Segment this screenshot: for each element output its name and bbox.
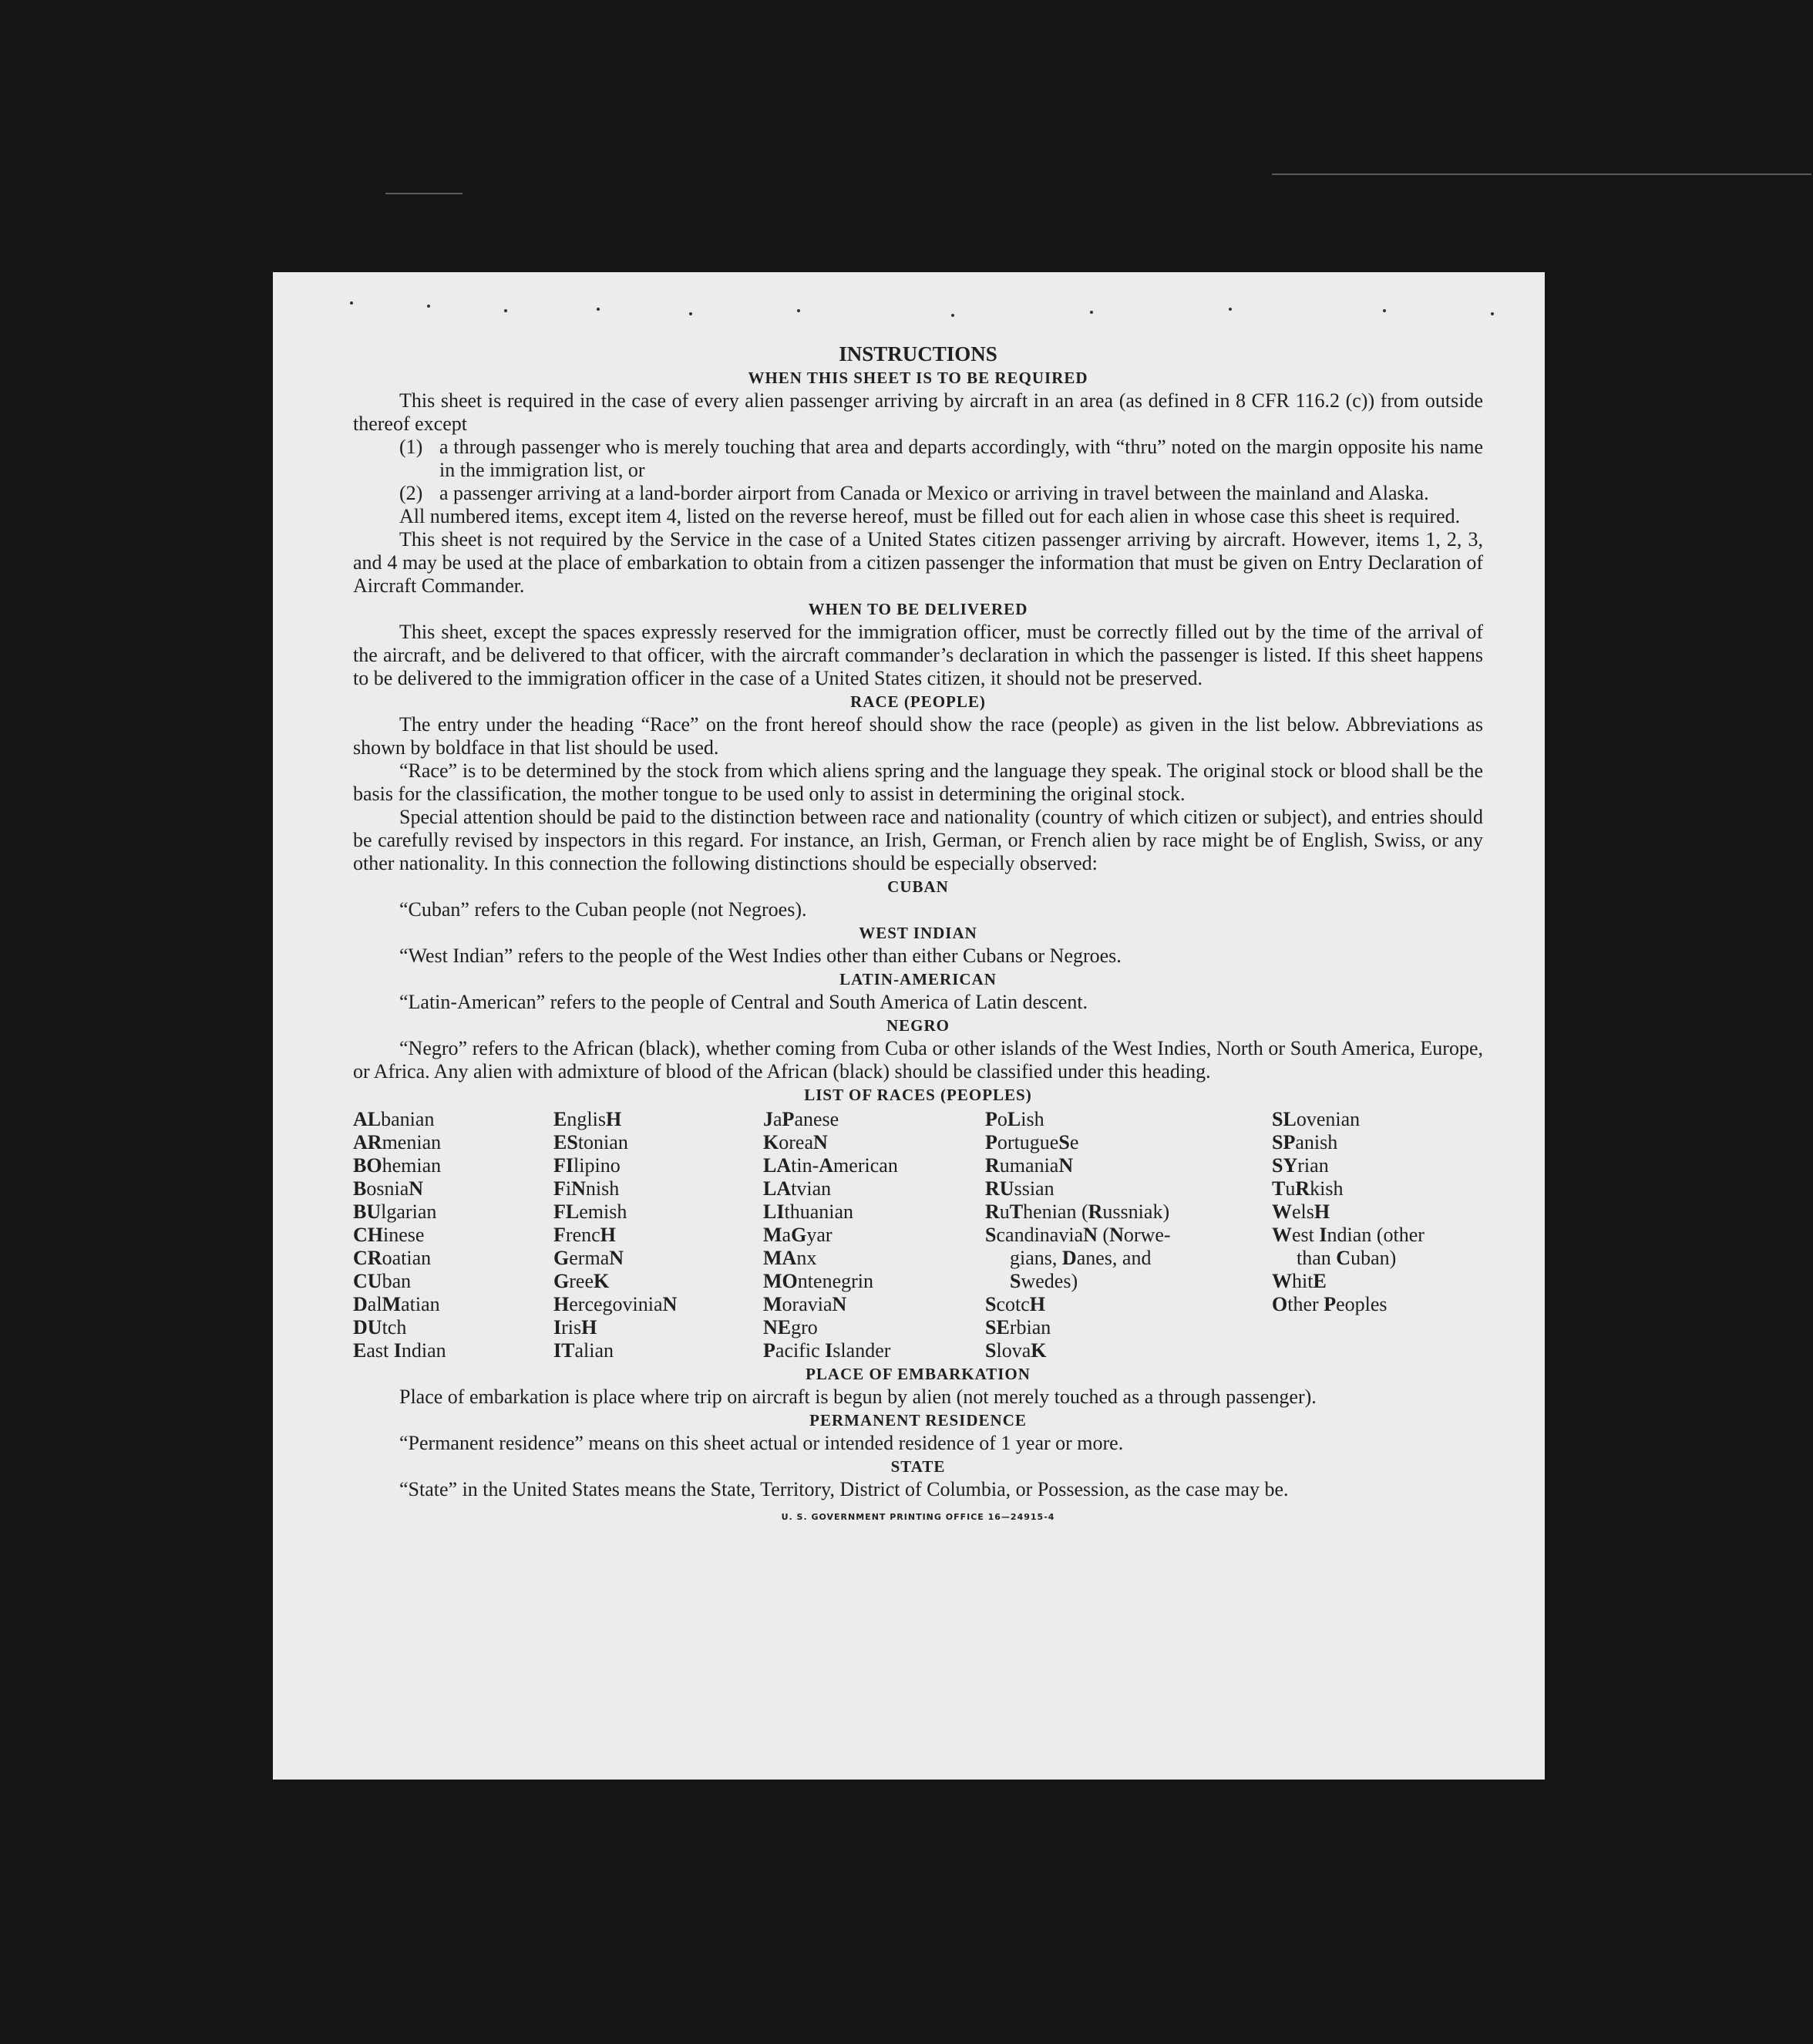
race-item: FiNnish <box>553 1177 620 1200</box>
race-item: MoraviaN <box>763 1293 847 1315</box>
race-item: DalMatian <box>353 1293 440 1315</box>
race-column <box>1272 1108 1472 1362</box>
race-item: CHinese <box>353 1224 425 1246</box>
instruction-sheet <box>273 272 1545 1780</box>
race-item: WhitE <box>1272 1270 1327 1292</box>
west-indian-text: “West Indian” refers to the people of the West Indies other than either Cubans or Negroes. <box>399 945 1122 967</box>
cuban-text: “Cuban” refers to the Cuban people (not Negroes). <box>399 898 807 921</box>
race-para2: “Race” is to be determined by the stock from which aliens spring and the language they speak. The original stock or blood shall be the basis for the classification, the mother tongue to be used only to assist in determining the original stock. <box>353 759 1483 805</box>
race-item: Pacific Islander <box>763 1339 891 1362</box>
race-item: PoLish <box>985 1108 1044 1130</box>
embarkation-text: Place of embarkation is place where trip on aircraft is begun by alien (not merely touched as a through passenger). <box>399 1386 1317 1408</box>
when-required-para2: All numbered items, except item 4, listed on the reverse hereof, must be filled out for each alien in whose case this sheet is required. <box>399 505 1461 527</box>
race-item: GermaN <box>553 1247 624 1269</box>
race-item: MAnx <box>763 1247 817 1269</box>
race-item: RuThenian (Russniak) <box>985 1200 1170 1223</box>
when-delivered-text: This sheet, except the spaces expressly reserved for the immigration officer, must be correctly filled out by the time of the arrival of the aircraft, and be delivered to that officer, with the aircraft commander’s declaration in which the passenger is listed. If this sheet happens to be delivered to the immigration officer in the case of a United States citizen, it should not be preserved. <box>353 621 1483 689</box>
race-item: BOhemian <box>353 1154 442 1177</box>
exception-item <box>353 482 1483 505</box>
race-item: RUssian <box>985 1177 1054 1200</box>
race-para3: Special attention should be paid to the distinction between race and nationality (country of which citizen or subject), and entries should be carefully revised by inspectors in this regard. For instance, an Irish, German, or French alien by race might be of English, Swiss, or any other nationality. In this connection the following distinctions should be especially observed: <box>353 806 1483 874</box>
race-para1: The entry under the heading “Race” on the front hereof should show the race (people) as given in the list below. Abbreviations as shown by boldface in that list should be used. <box>353 713 1483 759</box>
item-text: a passenger arriving at a land-border airport from Canada or Mexico or arriving in travel between the mainland and Alaska. <box>439 482 1429 504</box>
race-item: West Indian (other <box>1272 1224 1424 1246</box>
heading-list-of-races: LIST OF RACES (PEOPLES) <box>804 1086 1032 1104</box>
race-item: KoreaN <box>763 1131 828 1153</box>
race-item: RumaniaN <box>985 1154 1074 1177</box>
race-item: MOntenegrin <box>763 1270 874 1292</box>
race-item: SlovaK <box>985 1339 1047 1362</box>
race-item: GreeK <box>553 1270 610 1292</box>
race-item: Swedes) <box>1010 1270 1078 1292</box>
race-item: LAtin-American <box>763 1154 898 1177</box>
race-item: NEgro <box>763 1316 818 1339</box>
scan-edge-line <box>1272 173 1811 175</box>
race-column <box>353 1108 553 1362</box>
race-item: than Cuban) <box>1297 1247 1397 1269</box>
race-item: gians, Danes, and <box>1010 1247 1152 1269</box>
race-item: BosniaN <box>353 1177 424 1200</box>
race-item: CUban <box>353 1270 412 1292</box>
item-number: (2) <box>399 482 423 504</box>
race-item: WelsH <box>1272 1200 1330 1223</box>
race-item: ScotcH <box>985 1293 1046 1315</box>
race-item: SErbian <box>985 1316 1051 1339</box>
heading-when-delivered: WHEN TO BE DELIVERED <box>808 600 1028 618</box>
race-item: JaPanese <box>763 1108 839 1130</box>
exception-item <box>353 436 1483 482</box>
heading-latin-american: LATIN-AMERICAN <box>839 970 997 988</box>
scan-edge-line <box>385 193 462 194</box>
race-list <box>353 1108 1483 1362</box>
heading-negro: NEGRO <box>886 1016 950 1035</box>
race-column <box>985 1108 1272 1362</box>
race-item: East Indian <box>353 1339 446 1362</box>
race-item: SPanish <box>1272 1131 1338 1153</box>
race-item: PortugueSe <box>985 1131 1079 1153</box>
race-item: FrencH <box>553 1224 616 1246</box>
state-text: “State” in the United States means the State, Territory, District of Columbia, or Possession, as the case may be. <box>399 1478 1289 1500</box>
race-item: EStonian <box>553 1131 628 1153</box>
item-text: a through passenger who is merely touching that area and departs accordingly, with “thru” noted on the margin opposite his name in the immigration list, or <box>439 436 1483 481</box>
printing-office-footer: U. S. GOVERNMENT PRINTING OFFICE 16—24915-4 <box>781 1512 1055 1522</box>
race-item: ARmenian <box>353 1131 442 1153</box>
race-item: BUlgarian <box>353 1200 437 1223</box>
heading-permanent-residence: PERMANENT RESIDENCE <box>809 1411 1027 1429</box>
race-item: SLovenian <box>1272 1108 1361 1130</box>
race-item: MaGyar <box>763 1224 832 1246</box>
race-item: TuRkish <box>1272 1177 1344 1200</box>
residence-text: “Permanent residence” means on this sheet actual or intended residence of 1 year or more. <box>399 1432 1124 1454</box>
race-item: LIthuanian <box>763 1200 854 1223</box>
race-item: ScandinaviaN (Norwe- <box>985 1224 1171 1246</box>
race-column <box>763 1108 985 1362</box>
race-item: ITalian <box>553 1339 614 1362</box>
race-item: SYrian <box>1272 1154 1329 1177</box>
race-item: EnglisH <box>553 1108 622 1130</box>
race-item: CRoatian <box>353 1247 432 1269</box>
heading-when-required: WHEN THIS SHEET IS TO BE REQUIRED <box>748 369 1088 387</box>
race-item: HercegoviniaN <box>553 1293 678 1315</box>
negro-text: “Negro” refers to the African (black), whether coming from Cuba or other islands of the West Indies, North or South America, Europe, or Africa. Any alien with admixture of blood of the African (black) should be classified under this heading. <box>353 1037 1483 1083</box>
heading-cuban: CUBAN <box>887 877 949 896</box>
heading-west-indian: WEST INDIAN <box>859 924 977 942</box>
race-item: FLemish <box>553 1200 627 1223</box>
race-item: IrisH <box>553 1316 597 1339</box>
item-number: (1) <box>399 436 423 458</box>
race-column <box>553 1108 763 1362</box>
page-title: INSTRUCTIONS <box>839 342 997 365</box>
print-specks <box>319 286 1506 317</box>
race-item: DUtch <box>353 1316 407 1339</box>
heading-embarkation: PLACE OF EMBARKATION <box>806 1365 1031 1383</box>
when-required-intro: This sheet is required in the case of every alien passenger arriving by aircraft in an area (as defined in 8 CFR 116.2 (c)) from outside thereof except <box>353 389 1483 435</box>
race-item: FIlipino <box>553 1154 621 1177</box>
race-item: LAtvian <box>763 1177 832 1200</box>
race-item: Other Peoples <box>1272 1293 1388 1315</box>
heading-state: STATE <box>890 1457 946 1476</box>
race-item: ALbanian <box>353 1108 435 1130</box>
when-required-para3: This sheet is not required by the Service in the case of a United States citizen passenger arriving by aircraft. However, items 1, 2, 3, and 4 may be used at the place of embarkation to obtain from a citizen passenger the information that must be given on Entry Declaration of Aircraft Commander. <box>353 528 1483 597</box>
heading-race: RACE (PEOPLE) <box>850 692 986 711</box>
latin-american-text: “Latin-American” refers to the people of Central and South America of Latin descent. <box>399 991 1088 1013</box>
